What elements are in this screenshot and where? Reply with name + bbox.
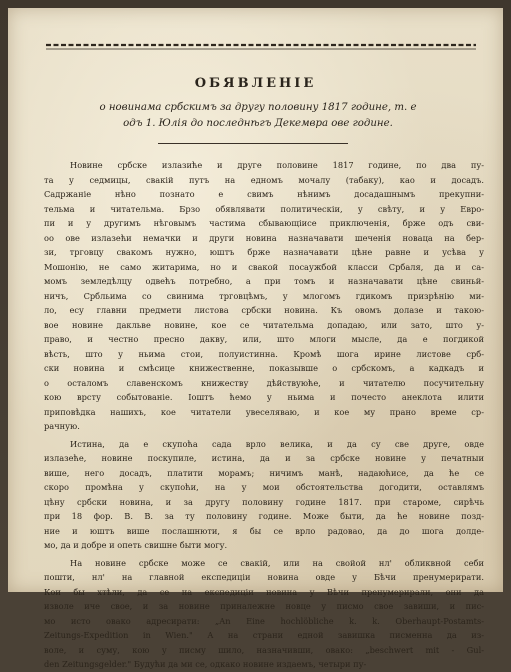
text-line: рачную. [44,421,80,431]
text-line: та у седмицы, свакiй путъ на едномъ мочалу (табаку), као и досадъ. [44,174,484,185]
paragraph [44,556,484,672]
text-line: Истина, да е скупоћа сада врло велика, и да су све друге, овде [70,438,484,449]
text-line: право, и честно пресно дакву, или, што млоги мысле, да е погдикой [44,334,484,344]
text-line: Мошонiю, не само житарима, но и свакой посаужбой класси Србаля, да и са- [44,261,484,272]
paragraph [44,158,484,434]
document-page [8,8,503,669]
text-line: излазеће, новине поскупиле, истина, да и за србске новине у печатныи [44,453,484,463]
text-line: ски новина и смѣсице книжественне, показывше о србскомъ, а кадкадъ и [44,363,484,373]
text-line: тельма и читательма. Брзо обявлявати политическiи, у свѣту, и у Евро- [44,203,484,214]
text-line: вое новине дакльве новине, кое се читательма допадаю, или зато, што у- [44,319,484,330]
text-line: више, него досадъ, платити морамъ; ничимъ манѣ, надаюћисе, да ће се [44,467,484,478]
text-line: На новине србске може се свакій, или на свойой нл' обликвной себи [70,557,484,568]
subtitle-line-2: одъ 1. Юлiя до последнѣгъ Декемвра ове године. [123,118,393,129]
text-line: вѣсть, што у ньима стои, полуистинна. Кромѣ шога ирине листове срб- [44,348,484,359]
text-line: Кои бы хтѣли, да се на експедиціи новина у Вѣчи пренумерирали, они да [44,586,484,597]
text-line: Новине србске излазиће и друге половине 1817 године, по два пу- [70,160,484,170]
text-line: момъ земледѣлцу одвећъ потребно, а при томъ и назначавати цѣне свиньй- [44,276,484,286]
text-line: мо, да и добре и опеть свишне быти могу. [44,540,228,550]
text-line: приповѣдка нашихъ, кое читатели увеселяваю, и кое му прано време ср- [44,406,484,417]
text-line: воле, и суму, кою у писму шило, назначивши, овако: „beschwert mit - Gul- [44,644,484,655]
title-divider [158,143,348,144]
text-line: мо исто овако адресирати: „An Eine hochlöbliche k. k. Oberhaupt-Postamts- [44,615,484,626]
decorative-border-ornament [46,42,476,52]
document-title: ОБЯВЛЕНIЕ [194,76,317,91]
text-line: изволе иче свое, и за новине приналежне новце у писмо свое завиши, и пис- [44,601,484,611]
document-body [44,158,484,672]
text-line: оо ове излазећи немачки и други новина назначавати шеченiя новаца на бер- [44,232,484,243]
text-line: пошти, нл' на главной експедиціи новина овде у Бѣчи пренумерирати. [44,572,484,582]
text-line: ничъ, Србльима со свинима трговцѣмъ, у млогомъ гдикомъ призрѣнію ми- [44,290,484,301]
subtitle-line-1: о новинама србскимъ за другу половину 1817 године, т. е [99,102,417,113]
text-line: пи и у другимъ нѣговымъ частима сбывающiисе приключенiя, брже одъ сви- [44,218,484,228]
text-line: Zeitungs-Expedition in Wien." А на страни едной завишка писменна да из- [44,630,484,640]
text-line: скоро промѣна у скупоћи, на у мои обстоятельства догодити, оставлямъ [44,482,484,492]
text-line: зи, трговцу свакомъ нужно, юштъ брже назначавати цѣне равне и усѣва у [44,247,484,257]
text-line: кою врсту событованіе. Іоштъ ћемо у ньима и почесто анеклота илити [44,392,484,402]
paragraph [44,437,484,553]
text-line: ние и юштъ више послашнюти, я бы се врло радовао, да до шога долде- [44,525,484,536]
text-line: цѣну србски новина, и за другу половину године 1817. при староме, сирѣчь [44,496,484,507]
text-line: ло, есу главни предмети листова србски новина. Къ овомъ долазе и такою- [44,305,484,315]
text-line: den Zeitungsgelder." Будући да ми се, одкако новине издаемъ, четыри пу- [44,659,367,669]
text-line: Садржаніе нѣно познато е свимъ нѣнимъ досадашнымъ прекупни- [44,189,484,199]
text-line: о осталомъ славенскомъ книжеству дѣйствуюће, и читателю посучительну [44,377,484,388]
text-line: при 18 фор. В. В. за ту половину године. Може быти, да ће новине позд- [44,511,484,521]
